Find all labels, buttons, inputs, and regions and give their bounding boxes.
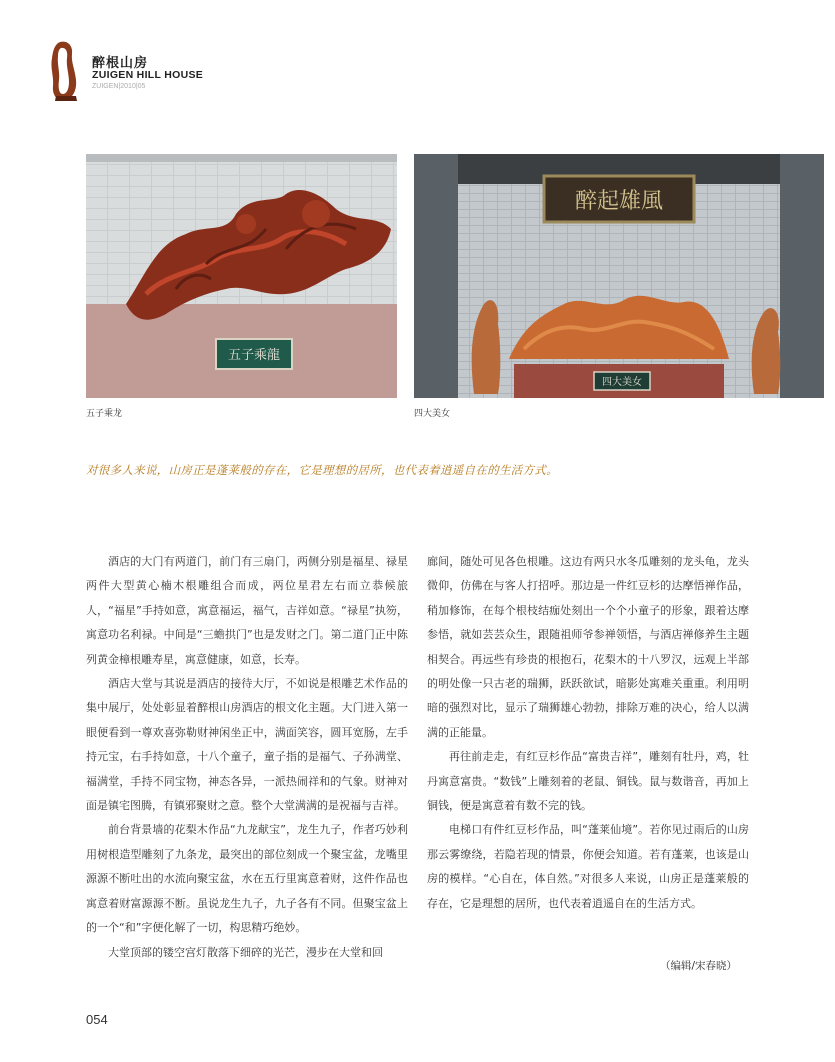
article-paragraph: 酒店的大门有两道门，前门有三扇门，两侧分别是福星、禄星两件大型黄心楠木根雕组合而成，两位星君左右而立恭候旅人，“福星”手持如意，寓意福运，福气，吉祥如意。“禄星”执笏，寓意功名利禄。中间是“三蟾拱门”也是发财之门。第二道门正中陈列黄金樟根雕寿星，寓意健康，如意，长寿。 [86,555,408,666]
left-plaque-text: 五子乘龍 [227,348,281,363]
brand-name-zh: 醉根山房 [92,56,149,71]
article-paragraph: 前台背景墙的花梨木作品“九龙献宝”，龙生九子，作者巧妙利用树根造型雕刻了九条龙，最突出的部位刻成一个聚宝盆，龙嘴里源源不断吐出的水流向聚宝盆，水在五行里寓意着财，这件作品也寓意着财富源源不断。虽说龙生九子，九子各有不同。但聚宝盆上的一个“和”字便化解了一切，构思精巧绝妙。 [86,823,408,935]
right-banner-text: 醉起雄風 [574,189,664,214]
article-paragraph: 廊间，随处可见各色根雕。这边有两只水冬瓜雕刻的龙头龟，龙头微仰，仿佛在与客人打招呼。那边是一件红豆杉的达摩悟禅作品，稍加修饰，在每个根枝结痂处刻出一个个小童子的形象，跟着达摩参悟，就如芸芸众生，跟随祖师爷参禅领悟，与酒店禅修养生主题相契合。再远些有珍贵的根抱石，花梨木的十八罗汉，远观上半部的明处像一只古老的瑞狮，跃跃欲试，暗影处寓难关重重。利用明暗的强烈对比，显示了瑞狮雄心勃勃，排除万难的决心，给人以满满的正能量。 [427,555,749,739]
article-paragraph: 酒店大堂与其说是酒店的接待大厅，不如说是根雕艺术作品的集中展厅，处处彰显着醉根山房酒店的根文化主题。大门进入第一眼便看到一尊欢喜弥勒财神闲坐正中，满面笑容，圆耳宽肠，左手持元宝，右手持如意，十八个童子，童子指的是福气、子孙满堂、福满堂，手持不同宝物，神态各异，一派热闹祥和的气象。财神对面是镇宅图腾，有镇邪聚财之意。整个大堂满满的是祝福与吉祥。 [86,677,408,813]
right-plaque-text: 四大美女 [602,377,642,388]
editor-credit: （编辑/宋春晓） [660,960,738,972]
photo-dragon-sculpture [86,154,397,398]
article-column-right [427,550,749,916]
article-paragraph: 再往前走走，有红豆杉作品“富贵吉祥”，雕刻有牡丹，鸡，牡丹寓意富贵。“数钱”上雕刻着的老鼠、铜钱。鼠与数谐音，再加上铜钱，便是寓意着有数不完的钱。 [427,750,749,813]
photo-caption-right: 四大美女 [414,409,451,419]
article-paragraph: 大堂顶部的镂空宫灯散落下细碎的光芒，漫步在大堂和回 [108,945,383,959]
photo-four-beauties-sculpture [414,154,824,398]
article-paragraph: 电梯口有件红豆杉作品，叫“蓬莱仙境”。若你见过雨后的山房那云雾缭绕，若隐若现的情景，你便会知道。若有蓬莱，也该是山房的模样。“心自在，体自然。”对很多人来说，山房正是蓬莱般的存在，它是理想的居所，也代表着逍遥自在的生活方式。 [427,823,749,910]
issue-code: ZUIGEN|2010|05 [92,83,146,90]
photo-caption-left: 五子乘龙 [86,409,123,419]
page-number: 054 [86,1012,108,1027]
magazine-brand [46,40,246,102]
root-sculpture-logo-icon [46,40,82,102]
article-column-left [86,550,408,965]
brand-name-en: ZUIGEN HILL HOUSE [92,69,204,81]
pull-quote: 对很多人来说，山房正是蓬莱般的存在，它是理想的居所，也代表着逍遥自在的生活方式。 [86,463,558,477]
